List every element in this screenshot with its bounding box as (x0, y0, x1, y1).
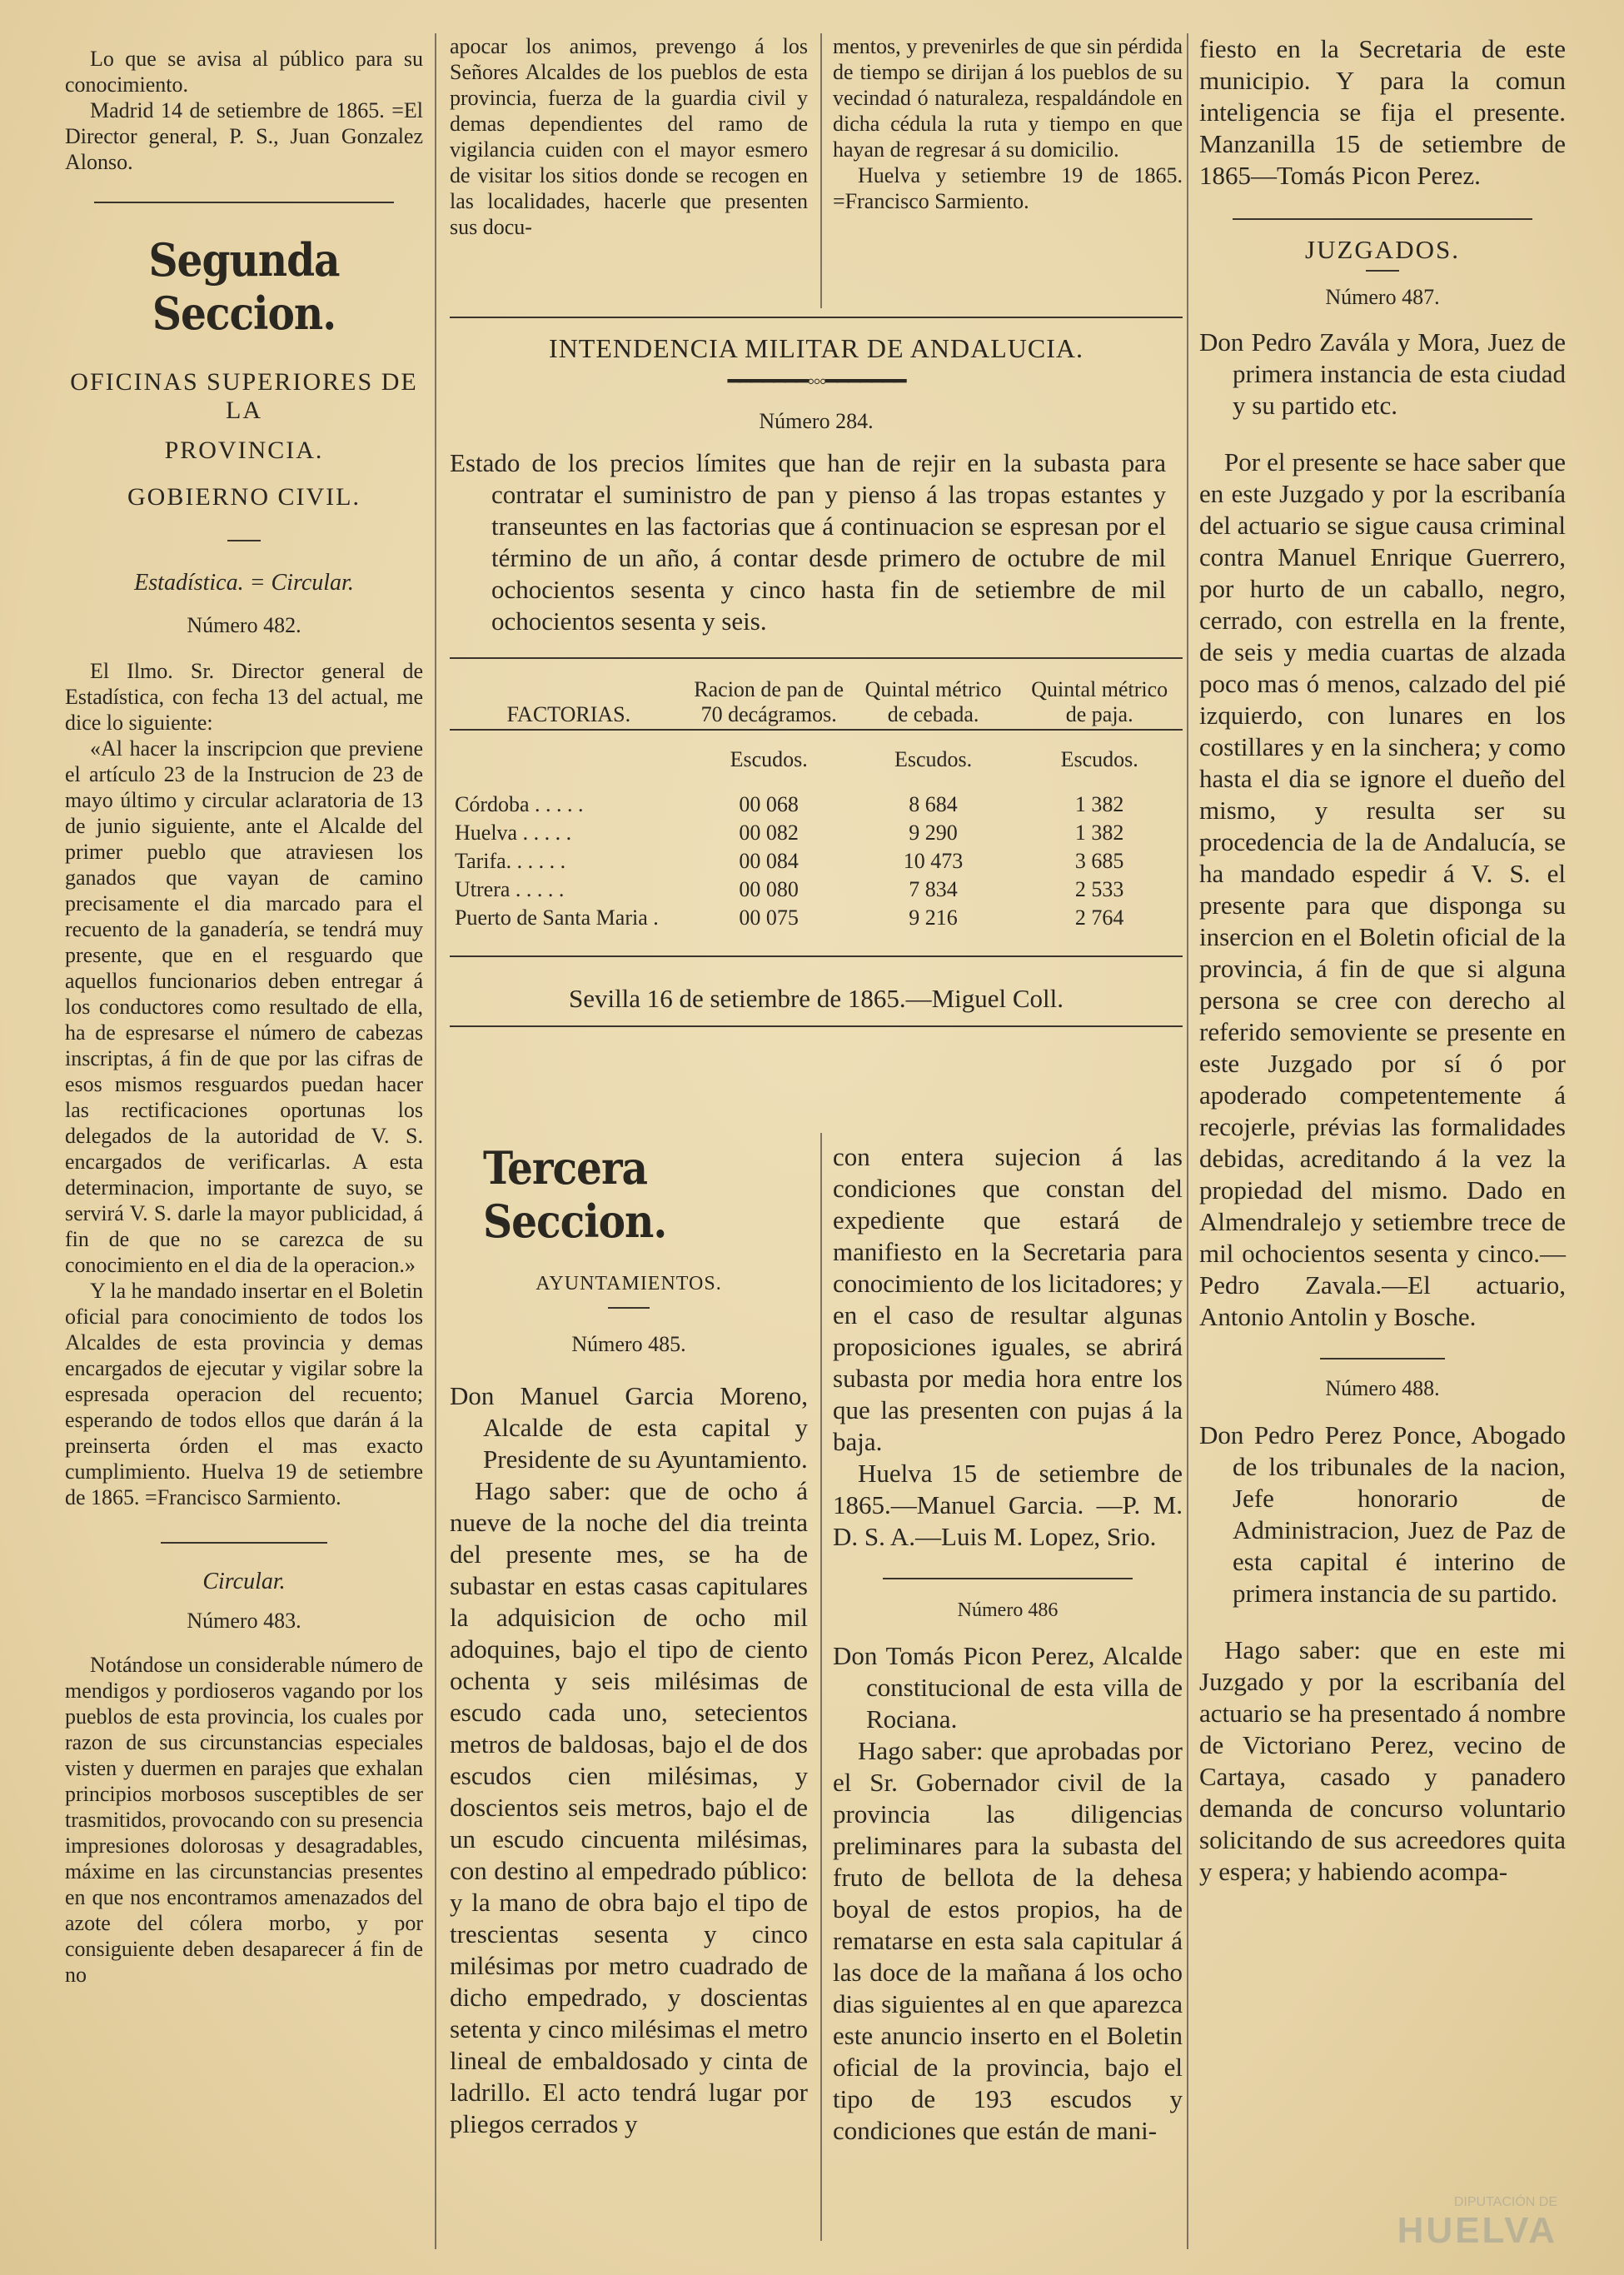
table-cell: Huelva . . . . . (455, 821, 572, 845)
divider (450, 1025, 1183, 1027)
body-text: fiesto en la Secretaria de este municipio. Y para la comun inteligencia se fija el presente. Manzanilla 15 de setiembre de 1865—Tomás Picon Perez. (1199, 34, 1566, 190)
table-row (450, 847, 1183, 876)
signature: Huelva 15 de setiembre de 1865.—Manuel Garcia. —P. M. D. S. A.—Luis M. Lopez, Srio. (833, 1459, 1183, 1551)
unit-label: Escudos. (1060, 747, 1138, 771)
archive-watermark (1382, 2183, 1557, 2258)
column-rule (435, 33, 436, 2249)
notice-title: Don Manuel Garcia Moreno, Alcalde de esta capital y Presidente de su Ayuntamiento. (450, 1381, 808, 1474)
divider (94, 202, 394, 203)
body-text: mentos, y prevenirles de que sin pérdida de tiempo se dirijan á los pueblos de su vecindad ó naturaleza, respaldándole en dicha cédula la ruta y tiempo en que hayan de regresar á su domicilio. (833, 34, 1183, 162)
table-cell: 00 080 (739, 877, 799, 901)
unit-label: Escudos. (894, 747, 973, 771)
body-text: El Ilmo. Sr. Director general de Estadística, con fecha 13 del actual, me dice lo siguiente: (65, 659, 423, 735)
subheading: Estadística. = Circular. (134, 570, 354, 596)
table-cell: 9 216 (909, 906, 958, 930)
watermark-text: HUELVA (1397, 2210, 1557, 2251)
divider (227, 540, 261, 541)
body-text: Y la he mandado insertar en el Boletin oficial para conocimiento de todos los Alcaldes de esta provincia y demas encargados de ejecutar y vigilar sobre la espresada operacion del recuento; esperando de todos ellos que darán á la preinserta órden el mas exacto cumplimiento. Huelva 19 de setiembre de 1865. =Francisco Sarmiento. (65, 1279, 423, 1509)
body-text: Por el presente se hace saber que en este Juzgado y por la escribanía del actuario se sigue causa criminal contra Manuel Enrique Guerrero, por hurto de un caballo, negro, cerrado, con estrella en la frente, de seis y media cuartas de alzada poco mas ó menos, calzado del pié izquierdo, con lunares en los costillares y en la sinchera; y como hasta el dia se ignore el dueño del mismo, y resulta ser su procedencia de la de Andalucía, se ha mandado espedir á V. S. el presente para que disponga su insercion en el Boletin oficial de la provincia, á fin de que si alguna persona se cree con derecho al referido semoviente se presente en este Juzgado por sí ó por apoderado competentemente á recojerle, prévias las formalidades debidas, acreditando á la vez la propiedad del mismo. Dado en Almendralejo y setiembre trece de mil ochocientos sesenta y cinco.—Pedro Zavala.—El actuario, Antonio Antolin y Bosche. (1199, 447, 1566, 1331)
divider (883, 1578, 1133, 1579)
table-cell: Córdoba . . . . . (455, 792, 584, 816)
notice-number: Número 487. (1325, 285, 1440, 309)
body-text: Notándose un considerable número de mendigos y pordioseros vagando por los pueblos de esta provincia, los cuales por razon de sus circunstancias especiales visten y duermen en parajes que exhalan principios morbosos susceptibles de ser trasmitidos, provocando con su presencia impresiones dolorosas y desagradables, máxime en las circunstancias presentes en que nos encontramos amenazados del azote del cólera morbo, y por consiguiente deben desaparecer á fin de no (65, 1653, 423, 1987)
column-3-top (833, 33, 1183, 214)
table-cell: 00 075 (739, 906, 799, 930)
divider (161, 1542, 327, 1544)
table-cell: 1 382 (1074, 792, 1124, 816)
table-cell: 3 685 (1074, 849, 1124, 873)
table-cell: 10 473 (903, 849, 964, 873)
intendencia-title: INTENDENCIA MILITAR DE ANDALUCIA. (549, 333, 1083, 363)
table-header: Quintal métrico de cebada. (850, 676, 1017, 730)
table-row (450, 791, 1183, 819)
body-text: Hago saber: que de ocho á nueve de la noche del dia treinta del presente mes, se ha de subastar en estas casas capitulares la adquisicion de ocho mil adoquines, bajo el tipo de ciento ochenta y seis milésimas de escudo cada uno, setecientos metros de baldosas, bajo el de dos escudos cien milésimas, y doscientos seis metros, bajo el de un escudo cincuenta milésimas, con destino al empedrado público: y la mano de obra bajo el tipo de trescientas sesenta y cinco milésimas por metro cuadrado de dicho empedrado, y doscientas setenta y cinco milésimas el metro lineal de embaldosado y cinta de ladrillo. El acto tendrá lugar por pliegos cerrados y (450, 1476, 808, 2138)
notice-title: Don Pedro Zavála y Mora, Juez de primera instancia de esta ciudad y su partido etc. (1199, 327, 1566, 420)
body-text: con entera sujecion á las condiciones que constan del expediente que estará de manifiesto en la Secretaria para conocimiento de los licitadores; y en el caso de resultar algunas proposiciones iguales, se abrirá subasta por media hora entre los que las presenten con pujas á la baja. (833, 1142, 1183, 1456)
intendencia-text: Estado de los precios límites que han de rejir en la subasta para contratar el suministro de pan y pienso á las tropas estantes y transeuntes en las factorias que á continuacion se espresan por el término de un año, á contar desde primero de octubre de mil ochocientos sesenta y cinco hasta fin de setiembre de mil ochocientos sesenta y seis. (450, 448, 1166, 636)
table-row (450, 904, 1183, 932)
tercera-seccion (450, 1141, 808, 2140)
table-row (450, 819, 1183, 847)
table-cell: Puerto de Santa Maria . (455, 906, 659, 930)
body-text: apocar los animos, prevengo á los Señores Alcaldes de los pueblos de esta provincia, fuerza de la guardia civil y demas dependientes del ramo de vigilancia cuiden con el mayor esmero de visitar los sitios donde se recogen en las localidades, hacerle que presenten sus docu- (450, 34, 808, 239)
heading: AYUNTAMIENTOS. (536, 1273, 722, 1295)
table-cell: 00 084 (739, 849, 799, 873)
table-cell: 2 764 (1074, 906, 1124, 930)
intendencia-block (450, 333, 1183, 1027)
notice-title: Don Pedro Perez Ponce, Abogado de los tribunales de la nacion, Jefe honorario de Administracion, Juez de Paz de esta capital é interino de primera instancia de su partido. (1199, 1420, 1566, 1608)
notice-number: Número 284. (759, 409, 874, 433)
ornament: ━━━━━━━◦◦◦━━━━━━━ (727, 369, 905, 393)
table-cell: 8 684 (909, 792, 958, 816)
divider (450, 657, 1183, 659)
body-text: «Al hacer la inscripcion que previene el artículo 23 de la Instrucion de 23 de mayo último y circular aclaratoria de 13 de junio siguiente, ante el Alcalde del primer pueblo que atraviesen los ganados que vayan de camino precisamente el dia marcado para el recuento de la ganadería, se tendrá muy presente, que en el resguardo que aquellos funcionarios deben entregar á los conductores como resultado de ella, ha de espresarse el número de cabezas inscriptas, á fin de que por las cifras de esos mismos resguardos puedan hacer las rectificaciones oportunas los delegados de la autoridad de V. S. encargados de verificarlas. A esta determinacion, importante de suyo, se servirá V. S. darle la mayor publicidad, á fin de que no se carezca de su conocimiento en el dia de la operacion.» (65, 736, 423, 1277)
notice-number: Número 488. (1325, 1376, 1440, 1400)
column-rule (820, 1133, 822, 2241)
table-header: FACTORIAS. (450, 676, 688, 730)
heading: GOBIERNO CIVIL. (127, 483, 361, 511)
heading: PROVINCIA. (164, 437, 324, 464)
signature: Sevilla 16 de setiembre de 1865.—Miguel Coll. (568, 984, 1064, 1013)
column-4 (1199, 33, 1566, 1888)
signature: Huelva y setiembre 19 de 1865. =Francisco Sarmiento. (833, 163, 1183, 213)
unit-label: Escudos. (730, 747, 808, 771)
subheading: Circular. (202, 1569, 286, 1594)
heading: JUZGADOS. (1305, 235, 1460, 264)
notice-number: Número 482. (187, 613, 301, 637)
column-2-top (450, 33, 808, 240)
notice-signature: Madrid 14 de setiembre de 1865. =El Director general, P. S., Juan Gonzalez Alonso. (65, 98, 423, 174)
divider (1233, 218, 1532, 220)
divider (1366, 270, 1399, 272)
table-header: Quintal métrico de paja. (1016, 676, 1183, 730)
table-cell: 9 290 (909, 821, 958, 845)
notice-number: Número 485. (571, 1332, 686, 1356)
section-title: Tercera Seccion. (483, 1141, 667, 1248)
divider (450, 317, 1183, 318)
notice-number: Número 486 (957, 1599, 1059, 1621)
divider (1320, 1358, 1445, 1360)
column-1 (65, 46, 423, 1988)
table-cell: Tarifa. . . . . . (455, 849, 566, 873)
table-cell: 7 834 (909, 877, 958, 901)
notice-title: Don Tomás Picon Perez, Alcalde constitucional de esta villa de Rociana. (833, 1641, 1183, 1734)
heading: OFICINAS SUPERIORES DE LA (70, 368, 418, 424)
table-cell: 2 533 (1074, 877, 1124, 901)
body-text: Hago saber: que aprobadas por el Sr. Gobernador civil de la provincia las diligencias preliminares para la subasta del fruto de bellota de la dehesa boyal de estos propios, ha de rematarse en esta sala capitular á las doce de la mañana á los ocho dias siguientes al en que aparezca este anuncio inserto en el Boletin oficial de la provincia, bajo el tipo de 193 escudos y condiciones que están de mani- (833, 1736, 1183, 2145)
table-row (450, 876, 1183, 904)
column-rule (820, 33, 822, 308)
column-3-bottom (833, 1141, 1183, 2147)
table-header: Racion de pan de 70 decágramos. (688, 676, 850, 730)
price-table (450, 676, 1183, 932)
watermark-line: DIPUTACIÓN DE (1453, 2195, 1557, 2209)
table-cell: 1 382 (1074, 821, 1124, 845)
notice-text: Lo que se avisa al público para su conocimiento. (65, 47, 423, 97)
divider (450, 955, 1183, 957)
divider (608, 1307, 650, 1309)
column-rule (1187, 33, 1188, 2249)
table-cell: 00 068 (739, 792, 799, 816)
notice-number: Número 483. (187, 1609, 301, 1633)
body-text: Hago saber: que en este mi Juzgado y por la escribanía del actuario se ha presentado á nombre de Victoriano Perez, vecino de Cartaya, casado y panadero demanda de concurso voluntario solicitando de sus acreedores quita y espera; y habiendo acompa- (1199, 1635, 1566, 1886)
table-cell: 00 082 (739, 821, 799, 845)
section-title: Segunda Seccion. (148, 233, 340, 340)
table-cell: Utrera . . . . . (455, 877, 565, 901)
